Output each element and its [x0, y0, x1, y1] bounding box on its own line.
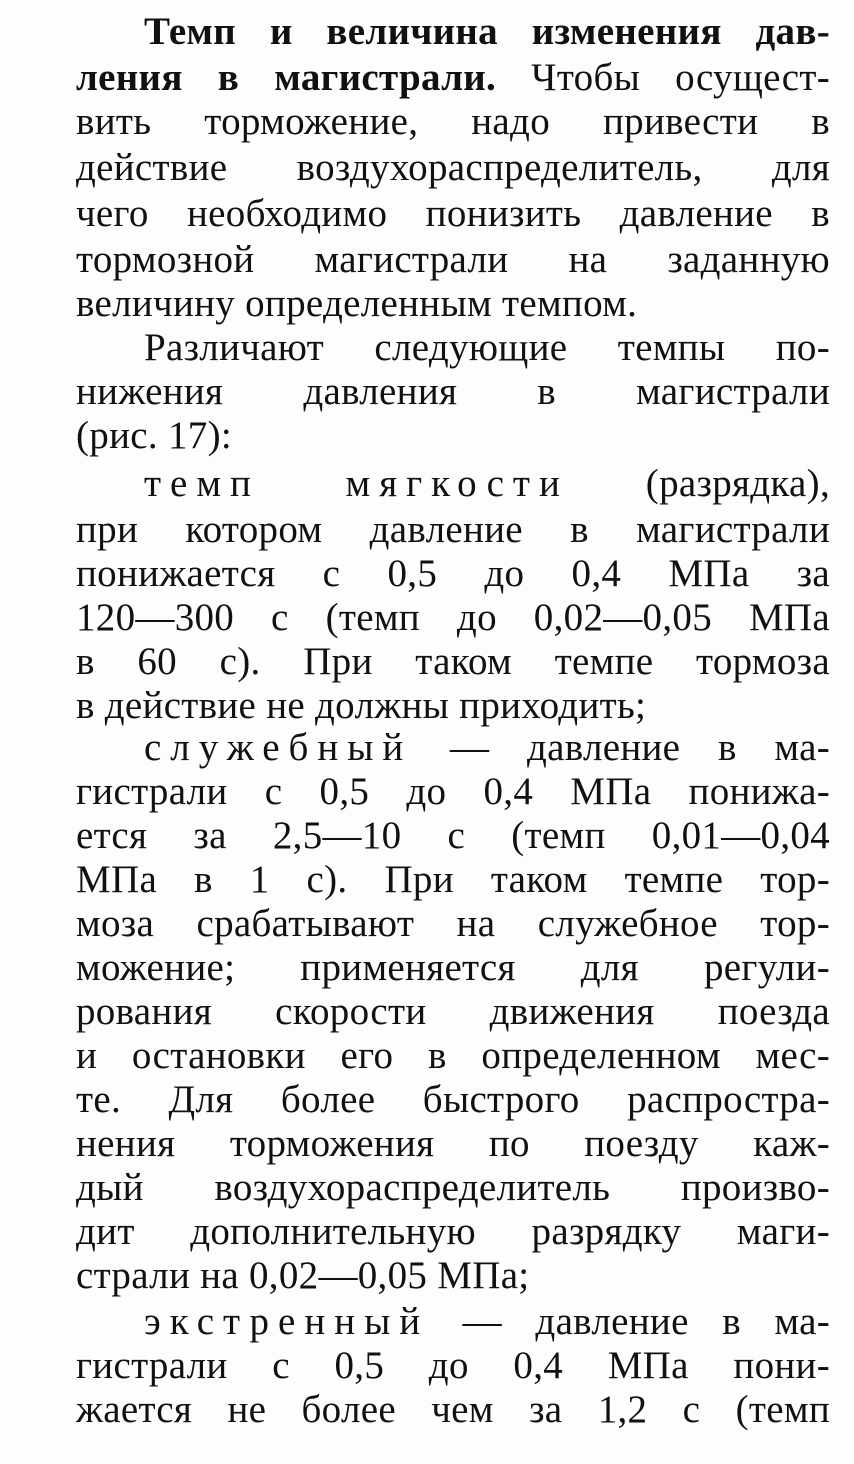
- text-line: действие воздухораспределитель, для: [76, 146, 830, 189]
- text-line: моза срабатывают на служебное тор-: [76, 902, 830, 945]
- section-heading-line-1: Темп и величина изменения дав-: [144, 10, 830, 53]
- text-line: в 60 с). При таком темпе тормоза: [76, 640, 830, 683]
- text-line: Различают следующие темпы по-: [144, 326, 830, 369]
- text-line: страли на 0,02—0,05 МПа;: [76, 1254, 530, 1297]
- text-span: — давление в ма-: [429, 1300, 830, 1343]
- text-line: в действие не должны приходить;: [76, 684, 647, 727]
- text-line: (рис. 17):: [76, 414, 232, 457]
- text-line: при котором давление в магистрали: [76, 508, 830, 551]
- text-line: гистрали с 0,5 до 0,4 МПа пони-: [76, 1344, 830, 1387]
- text-line: можение; применяется для регули-: [76, 946, 830, 989]
- section-heading-title-end: ления в магистрали.: [76, 56, 497, 99]
- text-span: — давление в ма-: [412, 726, 830, 769]
- text-line: [144, 724, 830, 772]
- term-service-rate: служебный: [144, 726, 413, 769]
- text-line: дый воздухораспределитель произво-: [76, 1166, 830, 1209]
- text-line: гистрали с 0,5 до 0,4 МПа понижа-: [76, 770, 830, 813]
- text-line: [144, 460, 830, 508]
- text-line: нижения давления в магистрали: [76, 370, 830, 413]
- term-emergency-rate: экстренный: [144, 1300, 430, 1343]
- text-line: величину определенным темпом.: [76, 282, 638, 325]
- text-line: 120—300 с (темп до 0,02—0,05 МПа: [76, 596, 830, 639]
- section-heading-line-2: [76, 54, 830, 102]
- text-line: рования скорости движения поезда: [76, 990, 830, 1033]
- text-line: понижается с 0,5 до 0,4 МПа за: [76, 552, 830, 595]
- text-line: вить торможение, надо привести в: [76, 100, 830, 143]
- text-span: Чтобы осущест-: [496, 56, 830, 99]
- text-line: тормозной магистрали на заданную: [76, 238, 830, 281]
- text-line: дит дополнительную разрядку маги-: [76, 1210, 830, 1253]
- text-line: ется за 2,5—10 с (темп 0,01—0,04: [76, 814, 830, 857]
- text-line: и остановки его в определенном мес-: [76, 1034, 830, 1077]
- text-line: чего необходимо понизить давление в: [76, 192, 830, 235]
- text-line: МПа в 1 с). При таком темпе тор-: [76, 858, 830, 901]
- text-span: (разрядка),: [568, 462, 830, 505]
- text-line: те. Для более быстрого распростра-: [76, 1078, 830, 1121]
- text-line: [144, 1298, 830, 1346]
- term-soft-rate: темп мягкости: [144, 462, 569, 505]
- text-line: нения торможения по поезду каж-: [76, 1122, 830, 1165]
- text-line: жается не более чем за 1,2 с (темп: [76, 1388, 830, 1431]
